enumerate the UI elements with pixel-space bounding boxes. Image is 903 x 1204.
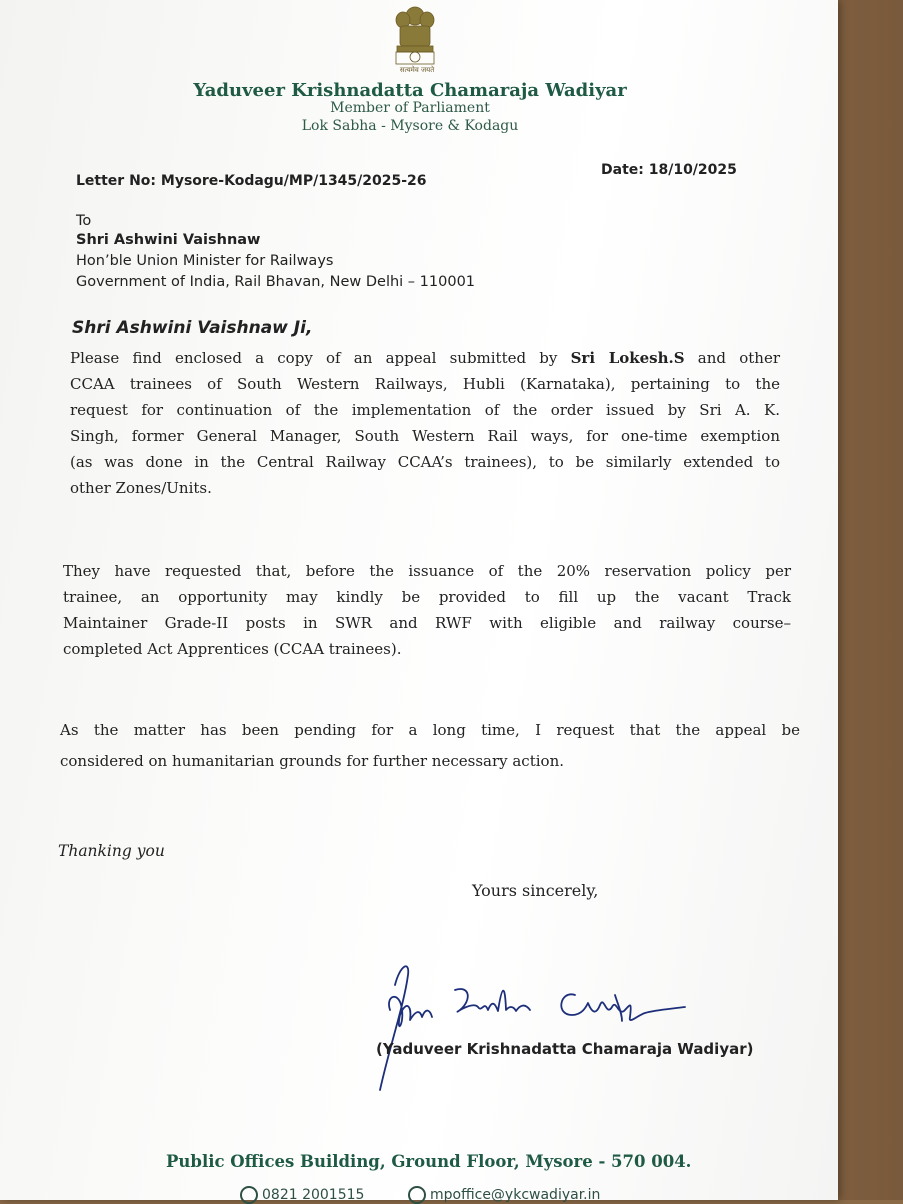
letterhead-designation: Member of Parliament [330, 100, 490, 116]
paragraph-line: Maintainer Grade-II posts in SWR and RWF with eligible and railway course– [63, 614, 791, 632]
paragraph-line: As the matter has been pending for a long time, I request that the appeal be [60, 721, 800, 739]
closing-thanks: Thanking you [58, 842, 165, 860]
footer-email [408, 1186, 600, 1204]
footer-address: Public Offices Building, Ground Floor, Mysore - 570 004. [166, 1152, 692, 1171]
recipient-title: Hon’ble Union Minister for Railways [76, 253, 334, 269]
letter-number: Letter No: Mysore-Kodagu/MP/1345/2025-26 [76, 173, 427, 189]
paragraph-line: considered on humanitarian grounds for further necessary action. [60, 752, 564, 770]
recipient-to: To [76, 213, 92, 229]
emblem-motto: सत्यमेव जयते [399, 66, 435, 74]
recipient-name: Shri Ashwini Vaishnaw [76, 232, 261, 248]
paragraph-line: request for continuation of the implementation of the order issued by Sri A. K. [70, 401, 780, 419]
paragraph-line: CCAA trainees of South Western Railways, Hubli (Karnataka), pertaining to the [70, 375, 780, 393]
letterhead-name: Yaduveer Krishnadatta Chamaraja Wadiyar [193, 80, 627, 101]
text-run: Please find enclosed a copy of an appeal submitted by [70, 349, 571, 367]
trainee-name: Sri Lokesh.S [570, 349, 685, 367]
paragraph-line: (as was done in the Central Railway CCAA’s trainees), to be similarly extended to [70, 453, 780, 471]
letterhead-constituency: Lok Sabha - Mysore & Kodagu [301, 118, 519, 134]
footer-phone [240, 1186, 364, 1204]
phone-icon [240, 1186, 258, 1204]
paragraph-line: Singh, former General Manager, South Western Rail ways, for one-time exemption [70, 427, 780, 445]
paragraph-line [70, 345, 780, 371]
email-address: mpoffice@ykcwadiyar.in [430, 1187, 601, 1203]
paragraph-line: trainee, an opportunity may kindly be provided to fill up the vacant Track [63, 588, 791, 606]
letter-date: Date: 18/10/2025 [601, 162, 737, 178]
phone-number: 0821 2001515 [262, 1187, 365, 1203]
paragraph-line: completed Act Apprentices (CCAA trainees). [63, 640, 402, 658]
text-run: and other [684, 349, 780, 367]
recipient-address: Government of India, Rail Bhavan, New Delhi – 110001 [76, 274, 476, 290]
handwritten-signature [360, 955, 700, 1095]
paragraph-line: other Zones/Units. [70, 479, 212, 497]
closing-yours: Yours sincerely, [472, 881, 599, 900]
body-paragraph-2 [63, 558, 791, 662]
paragraph-line: They have requested that, before the issuance of the 20% reservation policy per [63, 562, 791, 580]
email-icon [408, 1186, 426, 1204]
body-paragraph-1 [70, 345, 780, 501]
body-paragraph-3 [60, 715, 800, 777]
signatory-name: (Yaduveer Krishnadatta Chamaraja Wadiyar) [376, 1040, 754, 1058]
salutation: Shri Ashwini Vaishnaw Ji, [72, 318, 313, 338]
